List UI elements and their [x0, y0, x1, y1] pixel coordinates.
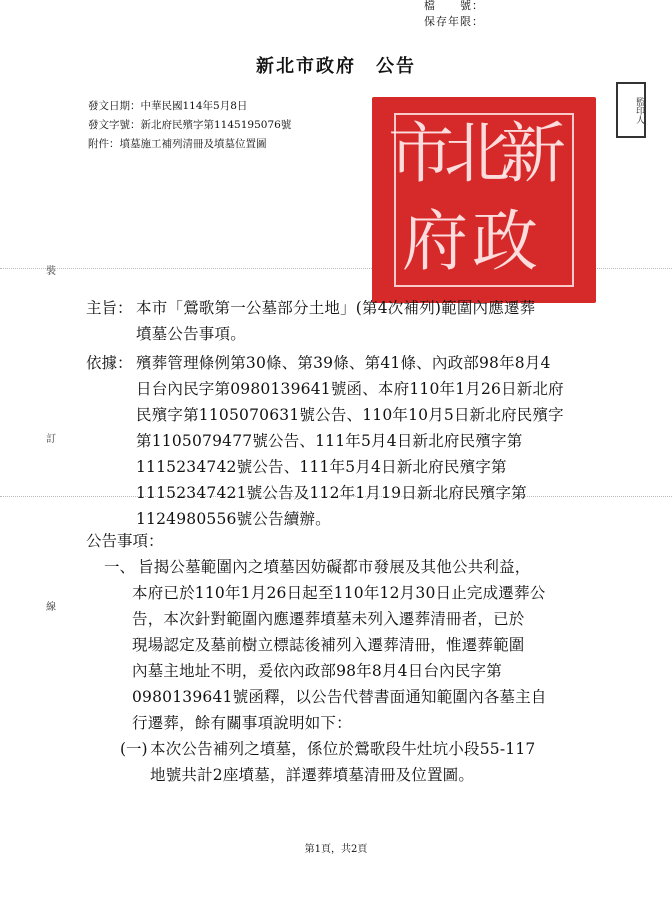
basis-line: 第1105079477號公告、111年5月4日新北府民殯字第 — [136, 432, 523, 450]
basis-line: 日台內民字第0980139641號函、本府110年1月26日新北府 — [136, 380, 564, 398]
official-seal — [372, 97, 596, 303]
basis-line: 1124980556號公告續辦。 — [136, 510, 331, 528]
notice-label: 公告事項： — [86, 532, 164, 550]
seal-char: 市 — [388, 115, 454, 192]
retention-label: 保存年限： — [424, 15, 484, 28]
basis-label: 依據： — [86, 354, 133, 372]
item-marker: 一、 — [104, 558, 136, 576]
document-number: 發文字號：新北府民殯字第1145195076號 — [88, 119, 292, 131]
file-no-label: 檔 號： — [424, 0, 484, 12]
basis-line: 11152347421號公告及112年1月19日新北府民殯字第 — [136, 484, 527, 502]
subject-label: 主旨： — [86, 299, 133, 317]
seal-char: 新 — [500, 115, 566, 192]
binding-mark-zhuang: 裝 — [46, 266, 56, 277]
basis-line: 殯葬管理條例第30條、第39條、第41條、內政部98年8月4 — [136, 354, 551, 372]
inspector-stamp: 監印人 — [616, 82, 646, 138]
page-number: 第1頁，共2頁 — [304, 844, 368, 855]
subitem-marker: (一) — [120, 740, 148, 758]
item-line: 告，本次針對範圍內應遷葬墳墓未列入遷葬清冊者，已於 — [132, 610, 525, 628]
item-line: 旨揭公墓範圍內之墳墓因妨礙都市發展及其他公共利益， — [138, 558, 531, 576]
issue-date: 發文日期：中華民國114年5月8日 — [88, 100, 248, 112]
subitem-line: 本次公告補列之墳墓，係位於鶯歌段牛灶坑小段55-117 — [150, 740, 536, 758]
item-line: 現場認定及墓前樹立標誌後補列入遷葬清冊，惟遷葬範圍 — [132, 636, 525, 654]
subject-line: 墳墓公告事項。 — [136, 325, 246, 343]
basis-line: 1115234742號公告、111年5月4日新北府民殯字第 — [136, 458, 507, 476]
item-line: 內墓主地址不明，爰依內政部98年8月4日台內民字第 — [132, 662, 502, 680]
binding-mark-ding: 訂 — [46, 434, 56, 445]
seal-char: 府 — [402, 203, 468, 280]
item-line: 0980139641號函釋，以公告代替書面通知範圍內各墓主自 — [132, 688, 547, 706]
page-title: 新北市政府 公告 — [256, 56, 416, 77]
binding-mark-xian: 線 — [46, 602, 56, 613]
subject-line: 本市「鶯歌第一公墓部分土地」(第4次補列)範圍內應遷葬 — [136, 299, 536, 317]
seal-char: 北 — [444, 115, 510, 192]
basis-line: 民殯字第1105070631號公告、110年10月5日新北府民殯字 — [136, 406, 564, 424]
item-line: 本府已於110年1月26日起至110年12月30日止完成遷葬公 — [132, 584, 546, 602]
seal-char: 政 — [472, 203, 538, 280]
item-line: 行遷葬，餘有關事項說明如下： — [132, 714, 352, 732]
subitem-line: 地號共計2座墳墓，詳遷葬墳墓清冊及位置圖。 — [150, 766, 475, 784]
attachment-line: 附件：墳墓施工補列清冊及墳墓位置圖 — [88, 138, 267, 150]
